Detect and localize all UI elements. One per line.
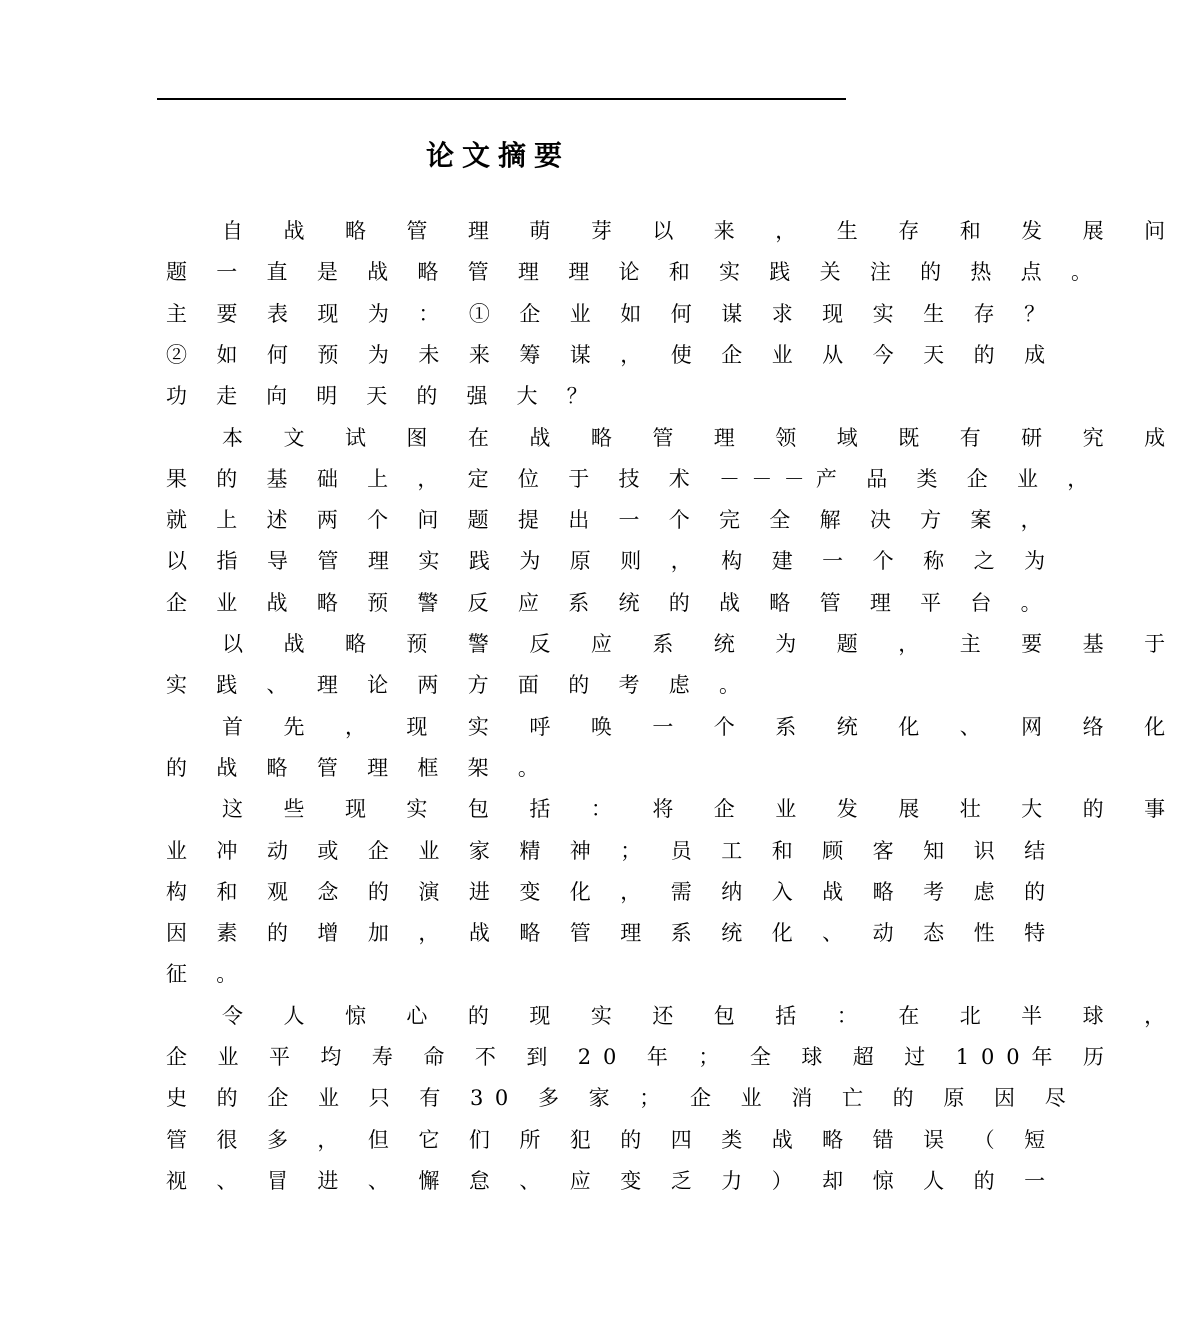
text-line: 这 些 现 实 包 括 ： 将 企 业 发 展 壮 大 的 事 xyxy=(222,797,1182,822)
text-line: 题 一 直 是 战 略 管 理 理 论 和 实 践 关 注 的 热 点 。 xyxy=(166,260,1104,285)
text-line: 的 战 略 管 理 框 架 。 xyxy=(166,755,551,780)
text-line: ② 如 何 预 为 未 来 筹 谋 ， 使 企 业 从 今 天 的 成 xyxy=(166,342,1057,367)
text-line: 史 的 企 业 只 有 30 多 家 ； 企 业 消 亡 的 原 因 尽 xyxy=(166,1086,1078,1111)
text-line: 管 很 多 ， 但 它 们 所 犯 的 四 类 战 略 错 误 （ 短 xyxy=(166,1127,1057,1152)
header-rule xyxy=(157,98,846,100)
text-line: 功 走 向 明 天 的 强 大 ？ xyxy=(166,384,599,409)
text-line: 企 业 战 略 预 警 反 应 系 统 的 战 略 管 理 平 台 。 xyxy=(166,590,1053,615)
text-line: 自 战 略 管 理 萌 芽 以 来 ， 生 存 和 发 展 问 xyxy=(222,219,1182,243)
text-line: 以 指 导 管 理 实 践 为 原 则 ， 构 建 一 个 称 之 为 xyxy=(166,549,1057,574)
text-line: 首 先 ， 现 实 呼 唤 一 个 系 统 化 、 网 络 化 xyxy=(222,714,1182,739)
text-line: 视 、 冒 进 、 懈 怠 、 应 变 乏 力 ） 却 惊 人 的 一 xyxy=(166,1168,1057,1193)
text-line: 企 业 平 均 寿 命 不 到 20 年 ； 全 球 超 过 100年 历 xyxy=(166,1045,1116,1069)
text-line: 因 素 的 增 加 ， 战 略 管 理 系 统 化 、 动 态 性 特 xyxy=(166,921,1057,946)
text-line: 主 要 表 现 为 ： ① 企 业 如 何 谋 求 现 实 生 存 ？ xyxy=(166,301,1057,326)
text-line: 本 文 试 图 在 战 略 管 理 领 域 既 有 研 究 成 xyxy=(222,425,1182,450)
page-title: 论文摘要 xyxy=(425,139,570,172)
text-line: 业 冲 动 或 企 业 家 精 神 ； 员 工 和 顾 客 知 识 结 xyxy=(166,838,1057,863)
text-line: 实 践 、 理 论 两 方 面 的 考 虑 。 xyxy=(166,673,752,698)
text-line: 令 人 惊 心 的 现 实 还 包 括 ： 在 北 半 球 ， xyxy=(222,1003,1182,1028)
text-line: 征 。 xyxy=(166,962,249,987)
text-line: 果 的 基 础 上 ， 定 位 于 技 术 －－－产 品 类 企 业 ， xyxy=(166,466,1100,491)
text-line: 以 战 略 预 警 反 应 系 统 为 题 ， 主 要 基 于 xyxy=(222,632,1182,656)
text-line: 构 和 观 念 的 演 进 变 化 ， 需 纳 入 战 略 考 虑 的 xyxy=(166,879,1057,904)
text-line: 就 上 述 两 个 问 题 提 出 一 个 完 全 解 决 方 案 ， xyxy=(166,508,1053,533)
